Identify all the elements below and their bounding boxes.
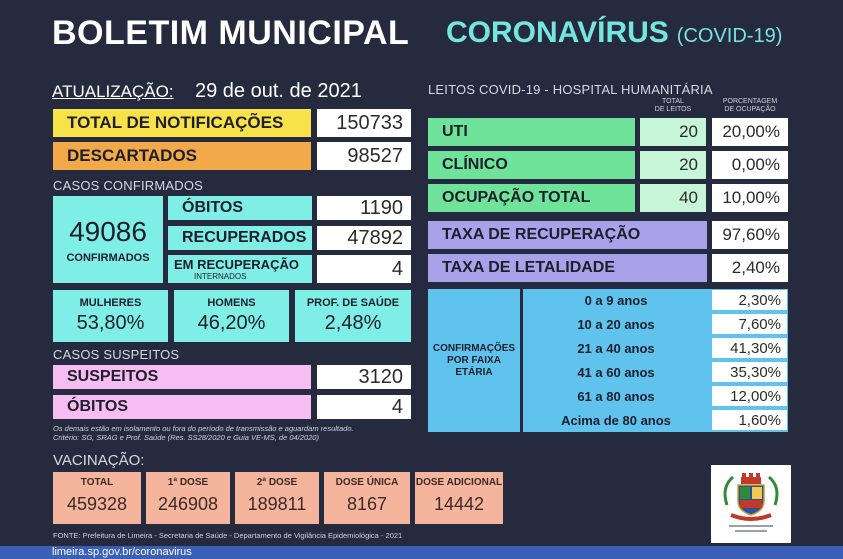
lethality-rate-value: 2,40% bbox=[712, 254, 788, 282]
age-row-value: 41,30% bbox=[712, 338, 787, 358]
health-workers-box bbox=[295, 290, 411, 342]
vaccination-total-label: TOTAL bbox=[80, 477, 114, 488]
age-heading-line1: CONFIRMAÇÕES bbox=[432, 342, 516, 354]
beds-col-pct-line1: PORCENTAGEM bbox=[722, 98, 778, 105]
update-date: 29 de out. de 2021 bbox=[195, 80, 362, 102]
age-row-41-60 bbox=[523, 362, 787, 382]
suspected-deaths-label: ÓBITOS bbox=[53, 395, 311, 419]
suspected-section-title: CASOS SUSPEITOS bbox=[53, 347, 180, 362]
update-label: ATUALIZAÇÃO: bbox=[52, 82, 174, 101]
recovering-label-box bbox=[168, 255, 312, 283]
suspected-note-2: Critério: SG, SRAG e Prof. Saúde (Res. SS28/2020 e Guia VE-MS, de 04/2020) bbox=[53, 433, 319, 442]
age-row-label: 61 a 80 anos bbox=[523, 386, 709, 406]
age-row-10-20 bbox=[523, 314, 787, 334]
men-label: HOMENS bbox=[207, 297, 256, 309]
age-row-label: Acima de 80 anos bbox=[523, 410, 709, 430]
confirmed-total-box bbox=[53, 196, 163, 283]
vaccination-single-dose-box bbox=[324, 472, 410, 524]
age-row-80-plus bbox=[523, 410, 787, 430]
recovering-sublabel: INTERNADOS bbox=[194, 272, 247, 281]
recovering-label: EM RECUPERAÇÃO bbox=[174, 257, 299, 272]
age-row-value: 1,60% bbox=[712, 410, 787, 430]
vaccination-single-dose-label: DOSE ÚNICA bbox=[335, 477, 399, 488]
city-coat-of-arms-icon bbox=[711, 465, 791, 543]
notifications-label: TOTAL DE NOTIFICAÇÕES bbox=[53, 109, 311, 137]
coronavirus-word: CORONAVÍRUS bbox=[446, 16, 669, 49]
women-value: 53,80% bbox=[76, 312, 145, 334]
confirmed-value: 49086 bbox=[69, 215, 147, 247]
health-workers-label: PROF. DE SAÚDE bbox=[306, 297, 400, 309]
discarded-label: DESCARTADOS bbox=[53, 142, 311, 170]
recovered-value: 47892 bbox=[317, 226, 411, 250]
beds-row-occupancy-total: 40 bbox=[640, 184, 706, 212]
women-box bbox=[53, 290, 168, 342]
men-value: 46,20% bbox=[197, 312, 266, 334]
vaccination-dose2-label: 2ª DOSE bbox=[256, 477, 298, 488]
confirmed-section-title: CASOS CONFIRMADOS bbox=[53, 178, 204, 193]
health-workers-value: 2,48% bbox=[324, 312, 382, 334]
footer-url-link[interactable]: limeira.sp.gov.br/coronavirus bbox=[52, 546, 192, 558]
recovery-rate-label: TAXA DE RECUPERAÇÃO bbox=[428, 221, 707, 249]
city-hall-logo bbox=[711, 465, 791, 543]
coronavirus-title bbox=[446, 16, 782, 50]
suspects-label: SUSPEITOS bbox=[53, 365, 311, 389]
vaccination-additional-dose-box bbox=[415, 472, 503, 524]
vaccination-section-title: VACINAÇÃO: bbox=[53, 452, 145, 469]
age-row-label: 0 a 9 anos bbox=[523, 290, 709, 310]
vaccination-dose1-value: 246908 bbox=[157, 494, 219, 514]
vaccination-single-dose-value: 8167 bbox=[346, 494, 388, 514]
vaccination-dose1-box bbox=[146, 472, 230, 524]
confirmed-label: CONFIRMADOS bbox=[66, 251, 150, 264]
age-row-value: 2,30% bbox=[712, 290, 787, 310]
suspected-deaths-value: 4 bbox=[317, 395, 411, 419]
age-row-label: 41 a 60 anos bbox=[523, 362, 709, 382]
vaccination-total-box bbox=[53, 472, 141, 524]
page-title: BOLETIM MUNICIPAL bbox=[52, 14, 410, 52]
vaccination-dose2-box bbox=[235, 472, 319, 524]
beds-col-total-line1: TOTAL bbox=[662, 98, 684, 105]
beds-col-total-header bbox=[640, 98, 706, 114]
suspects-value: 3120 bbox=[317, 365, 411, 389]
beds-section-title: LEITOS COVID-19 - HOSPITAL HUMANITÁRIA bbox=[428, 82, 713, 97]
women-label: MULHERES bbox=[79, 297, 142, 309]
vaccination-total-value: 459328 bbox=[66, 494, 128, 514]
beds-row-occupancy-label: OCUPAÇÃO TOTAL bbox=[428, 184, 635, 212]
beds-row-clinical-pct: 0,00% bbox=[712, 151, 788, 179]
beds-col-pct-line2: DE OCUPAÇÃO bbox=[724, 106, 776, 113]
lethality-rate-label: TAXA DE LETALIDADE bbox=[428, 254, 707, 282]
age-row-value: 7,60% bbox=[712, 314, 787, 334]
confirmed-deaths-value: 1190 bbox=[317, 196, 411, 220]
covid-word: (COVID-19) bbox=[676, 25, 783, 47]
beds-row-clinical-total: 20 bbox=[640, 151, 706, 179]
beds-row-uti-total: 20 bbox=[640, 118, 706, 146]
vaccination-dose1-label: 1ª DOSE bbox=[167, 477, 209, 488]
men-box bbox=[174, 290, 289, 342]
vaccination-additional-dose-value: 14442 bbox=[433, 494, 485, 514]
vaccination-additional-dose-label: DOSE ADICIONAL bbox=[415, 477, 503, 488]
age-row-label: 10 a 20 anos bbox=[523, 314, 709, 334]
age-row-value: 12,00% bbox=[712, 386, 787, 406]
beds-col-total-line2: DE LEITOS bbox=[654, 106, 692, 113]
age-row-0-9 bbox=[523, 290, 787, 310]
recovery-rate-value: 97,60% bbox=[712, 221, 788, 249]
beds-col-pct-header bbox=[712, 98, 788, 114]
age-heading-line3: ETÁRIA bbox=[455, 366, 493, 378]
age-heading-line2: POR FAIXA bbox=[447, 354, 501, 366]
age-row-21-40 bbox=[523, 338, 787, 358]
confirmed-deaths-label: ÓBITOS bbox=[168, 196, 312, 220]
age-row-value: 35,30% bbox=[712, 362, 787, 382]
beds-row-uti-label: UTI bbox=[428, 118, 635, 146]
vaccination-dose2-value: 189811 bbox=[247, 494, 307, 514]
recovered-label: RECUPERADOS bbox=[168, 226, 312, 250]
footer-source: FONTE: Prefeitura de Limeira - Secretaria de Saúde - Departamento de Vigilância Epidemiológica - 2021 bbox=[53, 531, 403, 540]
beds-row-uti-pct: 20,00% bbox=[712, 118, 788, 146]
age-row-label: 21 a 40 anos bbox=[523, 338, 709, 358]
age-row-61-80 bbox=[523, 386, 787, 406]
beds-row-clinical-label: CLÍNICO bbox=[428, 151, 635, 179]
beds-row-occupancy-pct: 10,00% bbox=[712, 184, 788, 212]
notifications-value: 150733 bbox=[317, 109, 411, 137]
recovering-value: 4 bbox=[317, 255, 411, 283]
age-groups-heading bbox=[428, 289, 520, 432]
discarded-value: 98527 bbox=[317, 142, 411, 170]
suspected-note-1: Os demais estão em isolamento ou fora do período de transmissão e aguardam resultado. bbox=[53, 424, 354, 433]
